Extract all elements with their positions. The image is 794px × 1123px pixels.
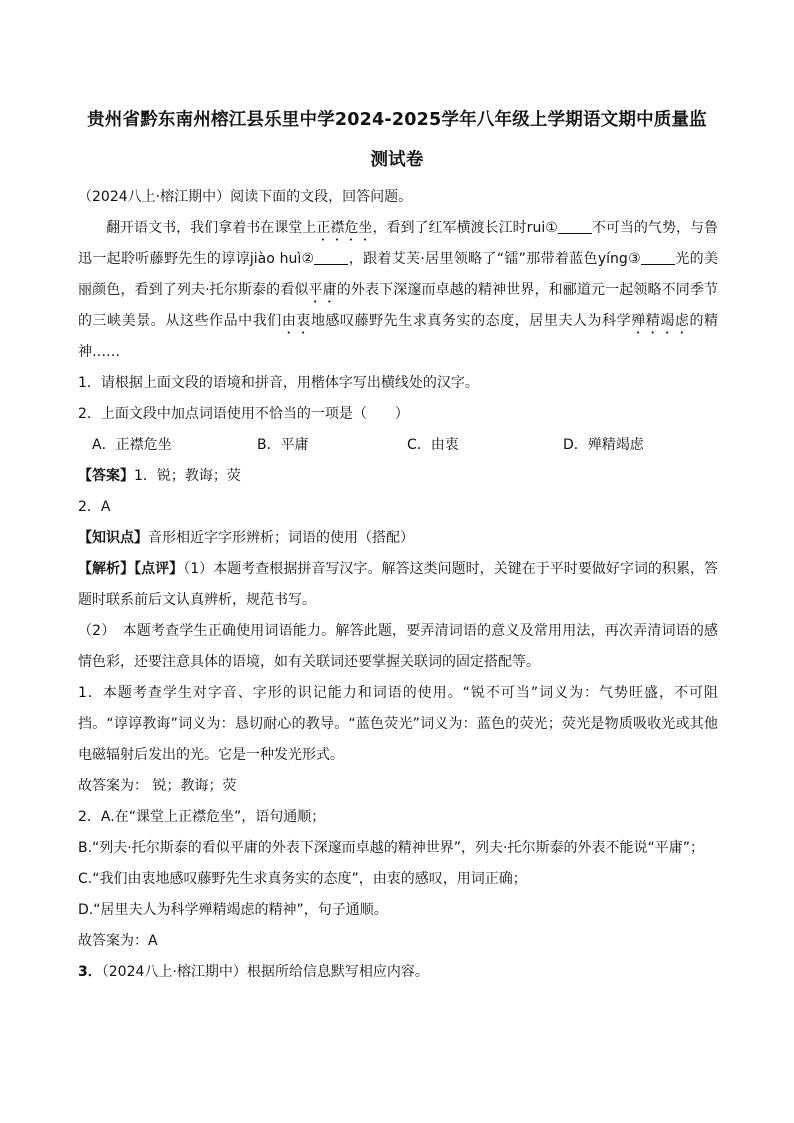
- option-c: C．由衷: [407, 437, 459, 453]
- passage-text: ，看到了红军横渡长江时rui①: [372, 220, 558, 236]
- analysis-answer-1: 故答案为： 锐；教诲；荧: [78, 778, 237, 794]
- reading-passage: [78, 213, 718, 368]
- answer-blank-3: [641, 250, 675, 265]
- option-d: D．殚精竭虑: [563, 437, 644, 453]
- document-body: [78, 182, 718, 988]
- knowledge-tag: 【知识点】: [78, 530, 148, 546]
- question-3-number: 3．: [78, 964, 102, 980]
- title-line-1: 贵州省黔东南州榕江县乐里中学2024-2025学年八年级上学期语文期中质量监: [87, 110, 707, 130]
- analysis-paragraph-1: [78, 554, 718, 616]
- passage-text: 光的美丽颜色，看到了列夫·托尔斯泰的看似: [78, 251, 719, 298]
- question-2-options: [78, 430, 718, 461]
- option-b: B．平庸: [257, 437, 309, 453]
- analysis-tag: 【解析】: [78, 561, 135, 577]
- question-1: 1．请根据上面文段的语境和拼音，用楷体字写出横线处的汉字。: [78, 375, 479, 391]
- answer-blank-1: [558, 219, 592, 234]
- dotted-word-4: 殚精竭虑: [631, 313, 690, 329]
- analysis-paragraph-3: 1．本题考查学生对字音、字形的识记能力和词语的使用。“锐不可当”词义为：气势旺盛，不可阻挡。“谆谆教诲”词义为：恳切耐心的教导。“蓝色荧光”词义为：蓝色的荧光；荧光是物质吸收光或其他电磁辐射后发出的光。它是一种发光形式。: [78, 685, 718, 763]
- answer-line-1: [78, 461, 718, 492]
- knowledge-text: 音形相近字字形辨析；词语的使用（搭配）: [148, 530, 414, 546]
- passage-text: 的外表下深邃而卓越的精神世界，和郦道元一起领略不同季节的三峡美景。从这些作品中我们: [78, 282, 719, 329]
- answer-1: 1．锐；教诲；荧: [134, 468, 241, 484]
- question-2: 2．上面文段中加点词语使用不恰当的一项是（ ）: [78, 406, 409, 422]
- analysis-answer-2: 故答案为：A: [78, 933, 158, 949]
- passage-text: 不可当的气势，与鲁迅一起聆听藤野先生的谆谆jiào huì②: [78, 220, 719, 267]
- passage-text: 的精神……: [78, 313, 719, 360]
- page-title: [60, 100, 734, 180]
- option-a: A．正襟危坐: [92, 437, 172, 453]
- intro-text: （2024八上·榕江期中）阅读下面的文段，回答问题。: [78, 189, 413, 205]
- knowledge-point: [78, 523, 718, 554]
- question-3: [78, 957, 718, 988]
- dotted-word-1: 正襟危坐: [316, 220, 373, 236]
- analysis-text: （1）本题考查根据拼音写汉字。解答这类问题时，关键在于平时要做好字词的积累，答题时联系前后文认真辨析，规范书写。: [78, 561, 719, 608]
- passage-text: 翻开语文书，我们拿着书在课堂上: [106, 220, 317, 236]
- answer-blank-2: [314, 250, 348, 265]
- analysis-option-b: B.“列夫·托尔斯泰的看似平庸的外表下深邃而卓越的精神世界”，列夫·托尔斯泰的外表不能说“平庸”；: [78, 840, 704, 856]
- analysis-paragraph-2: （2） 本题考查学生正确使用词语能力。解答此题，要弄清词语的意义及常用用法，再次弄清词语的感情色彩，还要注意具体的语境，如有关联词还要掌握关联词的固定搭配等。: [78, 623, 718, 670]
- passage-text: ，跟着艾芙·居里领略了“镭”那带着蓝色yíng③: [348, 251, 642, 267]
- question-3-text: （2024八上·榕江期中）根据所给信息默写相应内容。: [101, 964, 429, 980]
- passage-text: 地感叹藤野先生求真务实的态度，居里夫人为科学: [310, 313, 632, 329]
- analysis-option-a: 2．A.在“课堂上正襟危坐”，语句通顺；: [78, 809, 326, 825]
- answer-2: 2．A: [78, 499, 111, 515]
- answer-tag: 【答案】: [78, 468, 134, 484]
- dotted-word-2: 平庸: [308, 282, 337, 298]
- comment-tag: 【点评】: [134, 561, 184, 577]
- analysis-option-d: D.“居里夫人为科学殚精竭虑的精神”，句子通顺。: [78, 902, 388, 918]
- analysis-option-c: C.“我们由衷地感叹藤野先生求真务实的态度”，由衷的感叹，用词正确；: [78, 871, 527, 887]
- dotted-word-3: 由衷: [281, 313, 311, 329]
- title-line-2: 测试卷: [370, 150, 424, 170]
